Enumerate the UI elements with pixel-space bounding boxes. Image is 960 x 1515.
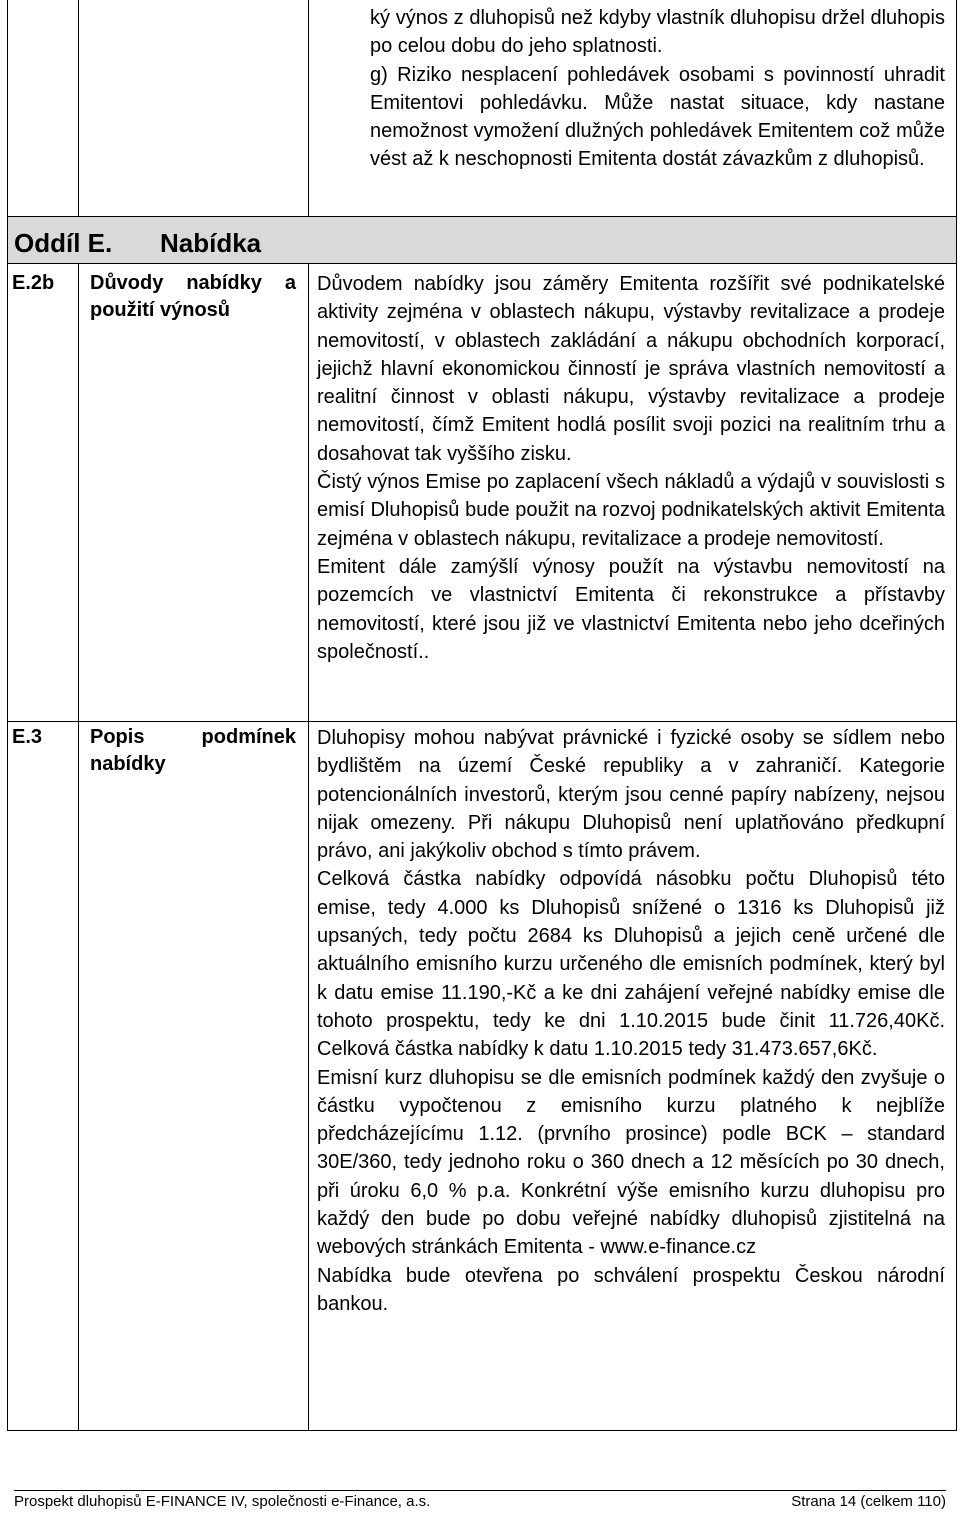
paragraph: Dluhopisy mohou nabývat právnické i fyzické osoby se sídlem nebo bydlištěm na území České republiky a v zahraničí. Kategorie potencionálních investorů, kterým jsou cenné papíry nabízeny, nejsou nijak omezeny. Při nákupu Dluhopisů není uplatňováno předkupní právo, ani jakýkoliv obchod s tímto právem. bbox=[317, 727, 945, 863]
column-divider-code bbox=[78, 0, 79, 216]
footer-page-number: Strana 14 (celkem 110) bbox=[791, 1493, 946, 1510]
row-divider bbox=[8, 721, 956, 722]
section-label: Oddíl E. bbox=[14, 228, 113, 258]
paragraph: Emitent dále zamýšlí výnosy použít na výstavbu nemovitostí na pozemcích ve vlastnictví Emitenta či rekonstrukce a přístavby nemovitostí, které jsou již ve vlastnictví Emitenta nebo jeho dceřiných společností.. bbox=[317, 555, 945, 663]
section-title: Nabídka bbox=[160, 228, 262, 258]
row-body bbox=[317, 270, 945, 666]
paragraph: Důvodem nabídky jsou záměry Emitenta rozšířit své podnikatelské aktivity zejména v oblastech nákupu, výstavby revitalizace a prodeje nemovitostí, v oblastech zakládání a nákupu obchodních korporací, jejichž hlavní ekonomickou činností je správa vlastních nemovitostí a realitní činnost v oblasti nákupu, výstavby revitalizace a prodeje nemovitostí, čímž Emitent hodlá posílit svoji pozici na realitním trhu a dosahovat tak vyššího zisku. bbox=[317, 273, 945, 465]
column-divider-code-lower bbox=[78, 264, 79, 1430]
risk-text-continuation bbox=[370, 4, 945, 174]
section-header-band bbox=[8, 216, 956, 264]
paragraph: Emisní kurz dluhopisu se dle emisních podmínek každý den zvyšuje o částku vypočtenou z emisního kurzu platného k nejblíže předcházejícímu 1.12. (prvního prosince) podle BCK – standard 30E/360, tedy jednoho roku o 360 dnech a 12 měsících po 30 dnech, při úroku 6,0 % p.a. Konkrétní výše emisního kurzu dluhopisu pro každý den bude po dobu veřejné nabídky dluhopisů zjistitelná na webových stránkách Emitenta - www.e-finance.cz bbox=[317, 1066, 945, 1259]
row-code: E.2b bbox=[12, 272, 55, 294]
row-caption: Popis podmínek nabídky bbox=[90, 726, 296, 775]
row-caption: Důvody nabídky a použití výnosů bbox=[90, 272, 296, 321]
row-code: E.3 bbox=[12, 726, 43, 748]
footer-document-title: Prospekt dluhopisů E-FINANCE IV, společnosti e-Finance, a.s. bbox=[14, 1493, 431, 1510]
column-divider-caption bbox=[308, 0, 309, 216]
paragraph: Celková částka nabídky odpovídá násobku počtu Dluhopisů této emise, tedy 4.000 ks Dluhopisů snížené o 1316 ks Dluhopisů již upsaných, tedy počtu 2684 ks Dluhopisů a jejich ceně určené dle aktuálního emisního kurzu určeného dle emisních podmínek, který byl k datu emise 11.190,-Kč a ke dni zahájení veřejné nabídky emise dle tohoto prospektu, tedy ke dni 1.10.2015 bude činit 11.726,40Kč. Celková částka nabídky k datu 1.10.2015 tedy 31.473.657,6Kč. bbox=[317, 868, 945, 1061]
column-divider-caption-lower bbox=[308, 264, 309, 1430]
row-body bbox=[317, 724, 945, 1318]
footer-divider bbox=[14, 1490, 946, 1491]
paragraph: Čistý výnos Emise po zaplacení všech nákladů a výdajů v souvislosti s emisí Dluhopisů bude použit na rozvoj podnikatelských aktivit Emitenta zejména v oblastech nákupu, revitalizace a prodeje nemovitostí. bbox=[317, 471, 945, 550]
paragraph: ký výnos z dluhopisů než kdyby vlastník dluhopisu držel dluhopis po celou dobu do jeho splatnosti. bbox=[370, 7, 945, 58]
paragraph: Nabídka bude otevřena po schválení prospektu Českou národní bankou. bbox=[317, 1264, 945, 1315]
paragraph: g) Riziko nesplacení pohledávek osobami s povinností uhradit Emitentovi pohledávku. Může nastat situace, kdy nastane nemožnost vymožení dlužných pohledávek Emitentem což může vést až k neschopnosti Emitenta dostát závazkům z dluhopisů. bbox=[370, 63, 945, 171]
